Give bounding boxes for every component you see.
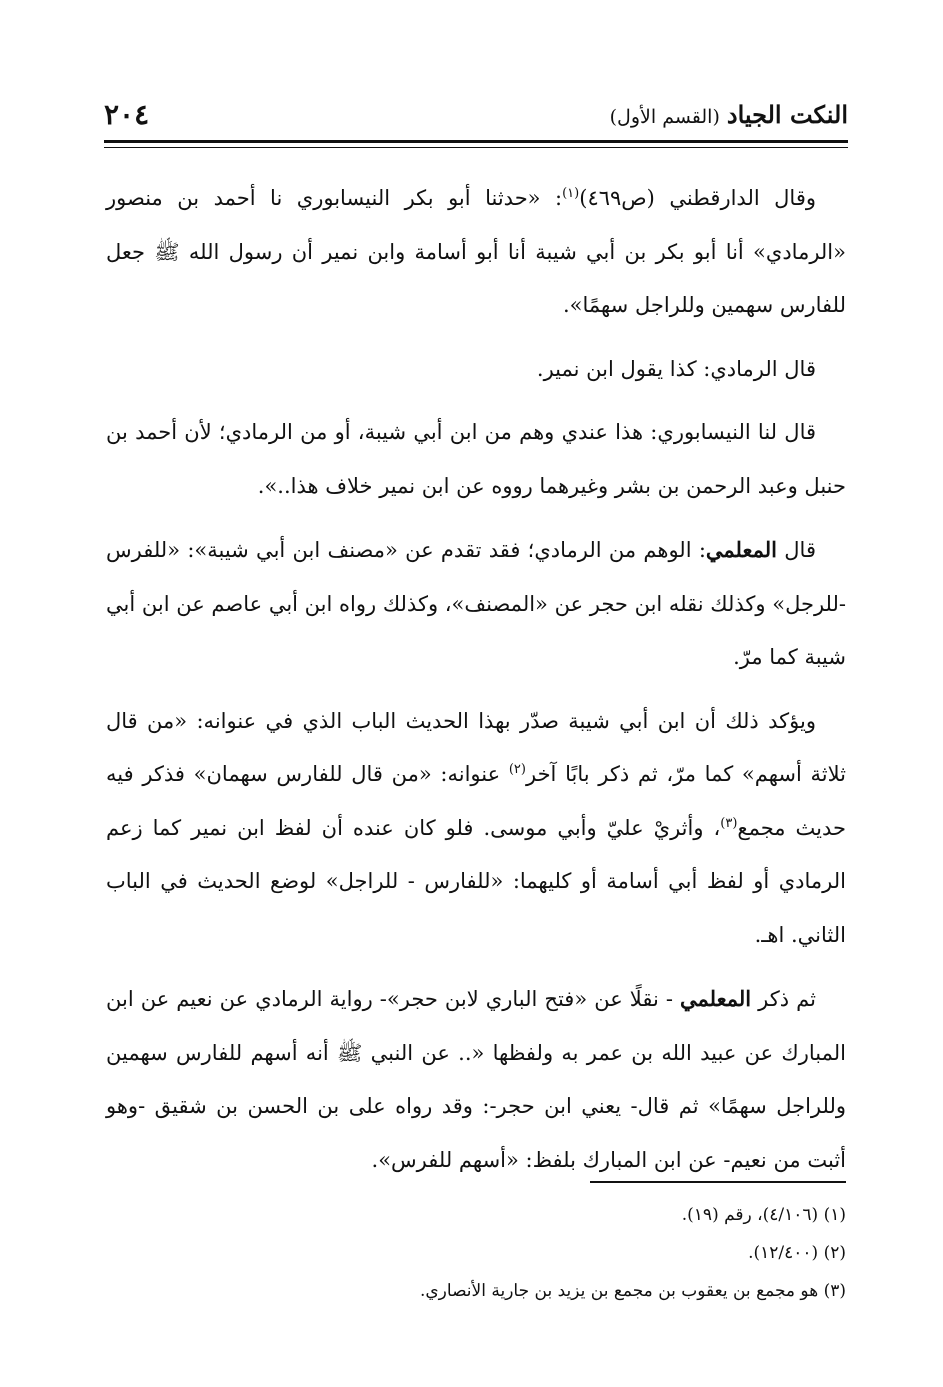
paragraph-5-text-b: عنوانه: «من قال للفارس سهمان» فذكر فيه حديث مجمع [106, 762, 846, 840]
paragraph-4 [106, 523, 846, 685]
footnote-ref-1: (١) [562, 186, 580, 201]
page-header [104, 94, 848, 134]
paragraph-4-text-b: : الوهم من الرمادي؛ فقد تقدم عن «مصنف ابن أبي شيبة»: «للفرس -للرجل» وكذلك نقله ابن حجر عن «المصنف»، وكذلك رواه ابن أبي عاصم عن ابن أبي شيبة كما مرّ. [106, 538, 846, 669]
footnote-1: (١) (٤/١٠٦)، رقم (١٩). [681, 1205, 846, 1225]
page-number: ٢٠٤ [104, 97, 150, 131]
book-title: النكت الجياد [726, 99, 848, 129]
footnote-2: (٢) (١٢/٤٠٠). [748, 1243, 846, 1263]
paragraph-6-text-a: ثم ذكر [751, 987, 816, 1011]
paragraph-6 [106, 972, 846, 1187]
paragraph-4-text-a: قال [777, 538, 816, 562]
footnote-separator [590, 1181, 846, 1183]
paragraph-1 [106, 172, 846, 333]
paragraph-5 [106, 695, 846, 963]
section-label: (القسم الأول) [609, 105, 720, 128]
paragraph-5-text-c: ، وأثريْ عليّ وأبي موسى. فلو كان عنده أن لفظ ابن نمير كما زعم الرمادي أو لفظ أبي أسامة أو كليهما: «للفارس - للراجل» لوضع الحديث في الباب الثاني. اهـ. [106, 815, 846, 947]
paragraph-3: قال لنا النيسابوري: هذا عندي وهم من ابن أبي شيبة، أو من الرمادي؛ لأن أحمد بن حنبل وعبد الرحمن بن بشر وغيرهما رووه عن ابن نمير خلاف هذا..». [106, 420, 846, 498]
paragraph-5-text-a: ويؤكد ذلك أن ابن أبي شيبة صدّر بهذا الحديث الباب الذي في عنوانه: «من قال ثلاثة أسهم» كما مرّ، ثم ذكر بابًا آخر [106, 708, 847, 786]
author-name: المعلمي [680, 986, 752, 1011]
header-rule-thin [104, 147, 848, 148]
footnote-ref-2: (٢) [508, 762, 526, 777]
main-text [106, 172, 846, 1197]
running-head [610, 100, 848, 129]
footnotes [106, 1196, 846, 1310]
author-name: المعلمي [705, 537, 778, 562]
header-rule-thick [104, 140, 848, 143]
paragraph-1-text-a: وقال الدارقطني (ص٤٦٩) [579, 186, 817, 210]
footnote-3: (٣) هو مجمع بن يعقوب بن مجمع بن يزيد بن جارية الأنصاري. [419, 1281, 846, 1301]
paragraph-1-text-b: : «حدثنا أبو بكر النيسابوري نا أحمد بن منصور «الرمادي» أنا أبو بكر بن أبي شيبة أنا أبو أسامة وابن نمير أن رسول الله ﷺ جعل للفارس سهمين وللراجل سهمًا». [106, 186, 846, 317]
paragraph-6-text-b: - نقلًا عن «فتح الباري لابن حجر»- رواية الرمادي عن نعيم عن ابن المبارك عن عبيد الله بن عمر به ولفظها «.. عن النبي ﷺ أنه أسهم للفارس سهمين وللراجل سهمًا» ثم قال- يعني ابن حجر-: وقد رواه على بن الحسن بن شقيق -وهو أثبت من نعيم- عن ابن المبارك بلفظ: «أسهم للفرس». [106, 987, 846, 1172]
footnote-ref-3: (٣) [720, 815, 738, 831]
paragraph-2: قال الرمادي: كذا يقول ابن نمير. [536, 356, 816, 381]
